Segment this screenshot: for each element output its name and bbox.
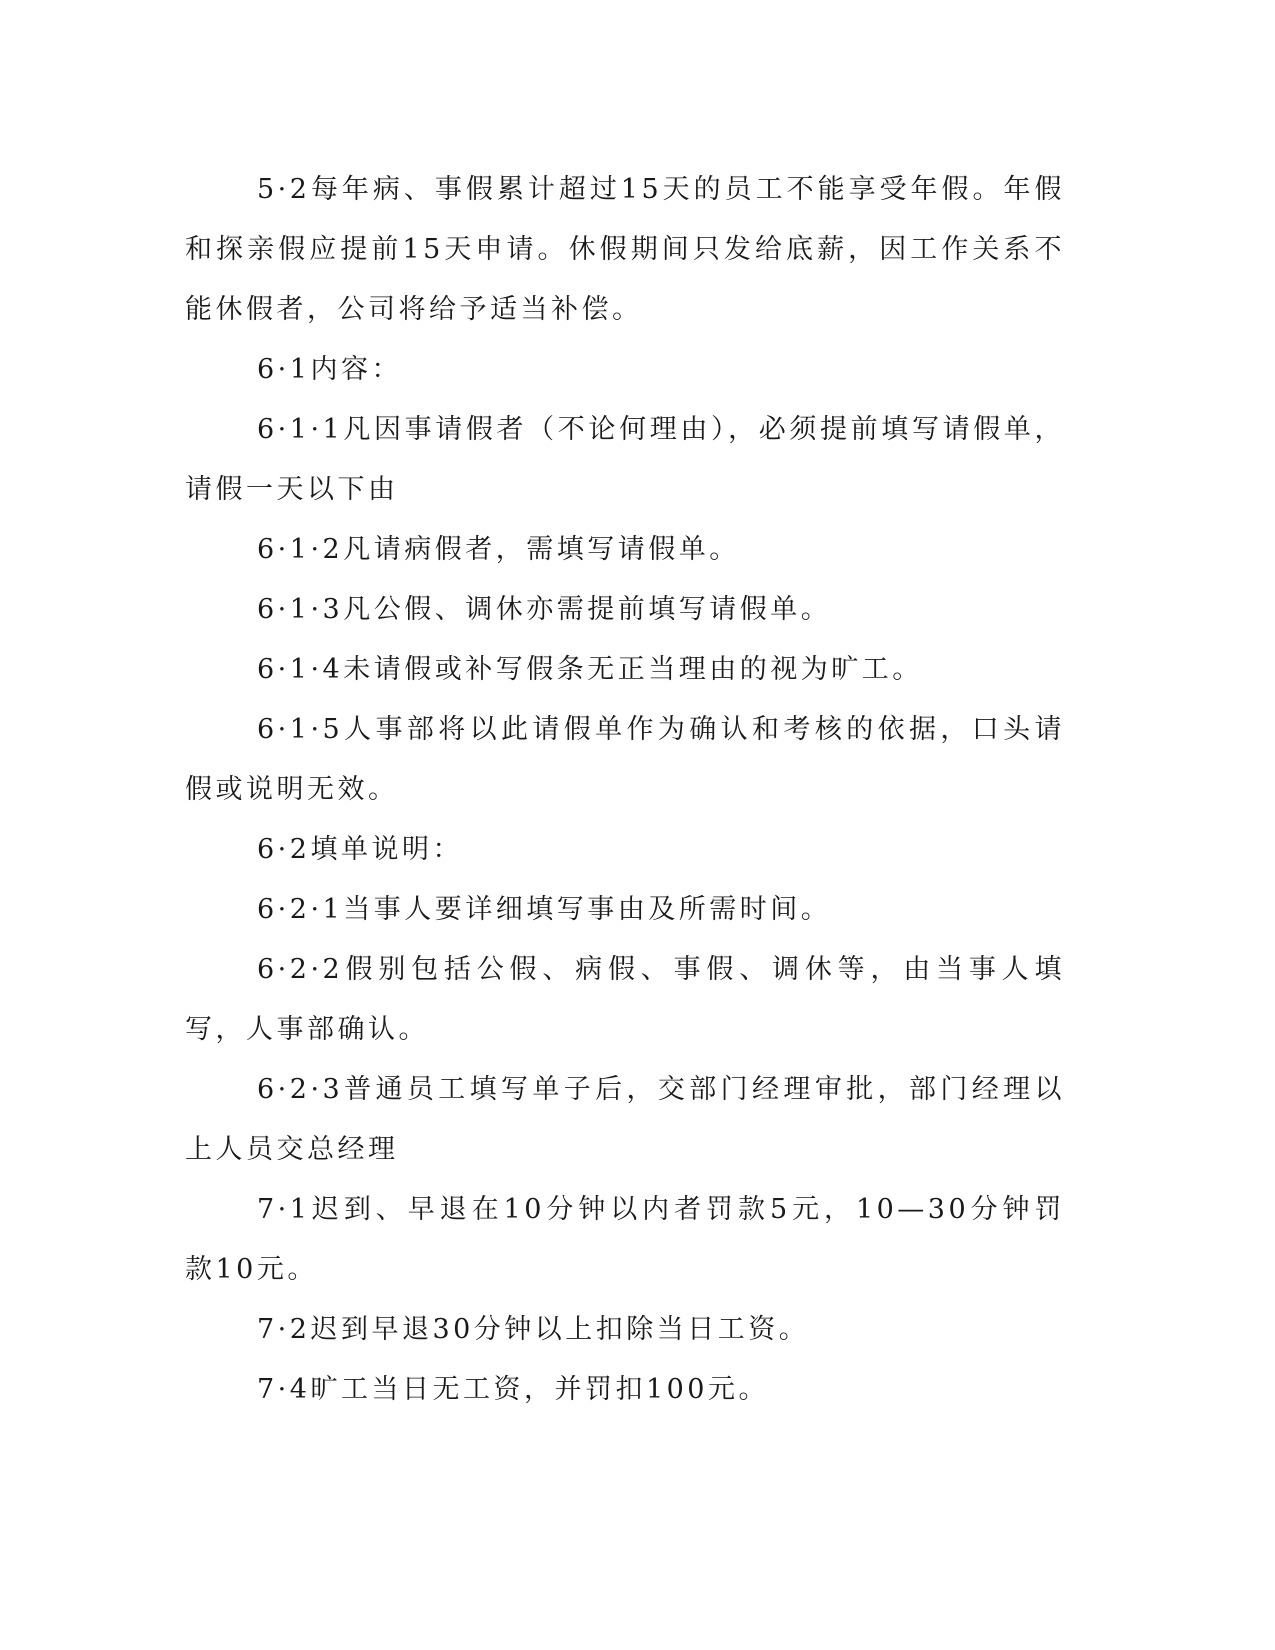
paragraph-6-2-2: 6·2·2假别包括公假、病假、事假、调休等，由当事人填写，人事部确认。	[185, 954, 1065, 1045]
paragraph-7-2: 7·2迟到早退30分钟以上扣除当日工资。	[257, 1314, 810, 1345]
paragraph-7-4: 7·4旷工当日无工资，并罚扣100元。	[257, 1374, 769, 1405]
paragraph-6-1-3: 6·1·3凡公假、调休亦需提前填写请假单。	[257, 594, 832, 625]
paragraph-6-2-1: 6·2·1当事人要详细填写事由及所需时间。	[257, 894, 832, 925]
paragraph-6-1-4: 6·1·4未请假或补写假条无正当理由的视为旷工。	[257, 654, 923, 685]
paragraph-5-2: 5·2每年病、事假累计超过15天的员工不能享受年假。年假和探亲假应提前15天申请。休假期间只发给底薪，因工作关系不能休假者，公司将给予适当补偿。	[185, 174, 1065, 325]
paragraph-6-1-1: 6·1·1凡因事请假者（不论何理由），必须提前填写请假单，请假一天以下由	[185, 414, 1065, 505]
paragraph-7-1: 7·1迟到、早退在10分钟以内者罚款5元，10—30分钟罚款10元。	[185, 1194, 1065, 1285]
paragraph-6-1-2: 6·1·2凡请病假者，需填写请假单。	[257, 534, 740, 565]
paragraph-6-1-5: 6·1·5人事部将以此请假单作为确认和考核的依据，口头请假或说明无效。	[185, 714, 1065, 805]
document-body	[185, 160, 1065, 1420]
paragraph-6-2-3: 6·2·3普通员工填写单子后，交部门经理审批，部门经理以上人员交总经理	[185, 1074, 1065, 1165]
paragraph-6-1: 6·1内容：	[257, 354, 402, 385]
paragraph-6-2: 6·2填单说明：	[257, 834, 463, 865]
